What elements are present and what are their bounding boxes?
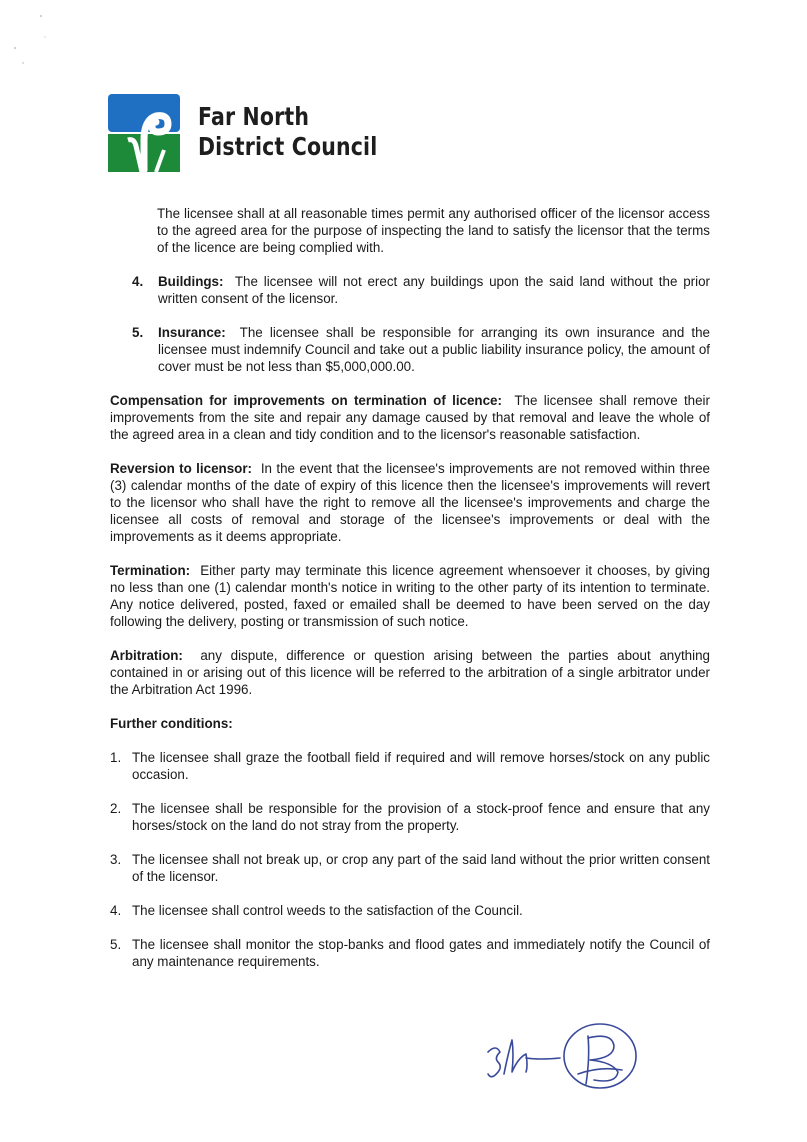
clause-4 [110,273,710,307]
section-arbitration [110,647,710,698]
document-body [110,205,710,987]
condition-5 [110,936,710,970]
clause-heading: Buildings: [158,274,224,289]
condition-text: The licensee shall not break up, or crop any part of the said land without the prior written consent of the licensor. [132,852,710,884]
section-heading: Arbitration: [110,648,183,663]
logo-line-1: Far North [198,102,310,131]
condition-text: The licensee shall be responsible for the provision of a stock-proof fence and ensure that any horses/stock on the land do not stray from the property. [132,801,710,833]
condition-number: 2. [110,801,122,816]
condition-1 [110,749,710,783]
far-north-koru-logo-icon [108,94,180,172]
clause-number: 5. [132,325,144,340]
condition-2 [110,800,710,834]
council-logo [108,94,417,172]
condition-number: 3. [110,852,122,867]
condition-text: The licensee shall graze the football field if required and will remove horses/stock on any public occasion. [132,750,710,782]
clause-text: The licensee shall be responsible for arranging its own insurance and the licensee must indemnify Council and take out a public liability insurance policy, the amount of cover must be not less than $5,000,000.00. [158,325,710,374]
condition-4 [110,902,710,919]
condition-text: The licensee shall control weeds to the satisfaction of the Council. [132,903,523,918]
condition-number: 5. [110,937,122,952]
section-text: In the event that the licensee's improvements are not removed within three (3) calendar months of the date of expiry of this licence then the licensee's improvements will revert to the licensor who shall have the right to remove all the licensee's improvements and charge the licensee all costs of removal and storage of the licensee's improvements or deal with the improvements as it deems appropriate. [110,461,710,544]
section-reversion [110,460,710,545]
section-text: The licensee shall remove their improvements from the site and repair any damage caused by that removal and leave the whole of the agreed area in a clean and tidy condition and to the licensor's reasonable satisfaction. [110,393,710,442]
condition-3 [110,851,710,885]
clause-text: The licensee will not erect any buildings upon the said land without the prior written consent of the licensor. [158,274,711,306]
section-text: Either party may terminate this licence agreement whensoever it chooses, by giving no less than one (1) calendar month's notice in writing to the other party of its intention to terminate. Any notice delivered, posted, faxed or emailed shall be deemed to have been served on the day following the delivery, posting or transmission of such notice. [110,563,710,629]
intro-paragraph: The licensee shall at all reasonable times permit any authorised officer of the licensor access to the agreed area for the purpose of inspecting the land to satisfy the licensor that the terms of the licence are being complied with. [157,206,710,255]
clause-heading: Insurance: [158,325,226,340]
logo-line-2: District Council [198,132,378,161]
condition-number: 1. [110,750,122,765]
condition-text: The licensee shall monitor the stop-banks and flood gates and immediately notify the Council of any maintenance requirements. [132,937,710,969]
section-heading: Termination: [110,563,191,578]
section-text: any dispute, difference or question arising between the parties about anything contained in or arising out of this licence will be referred to the arbitration of a single arbitrator under the Arbitration Act 1996. [110,648,710,697]
further-heading-text: Further conditions: [110,716,233,731]
handwritten-initials-signature-icon [482,1014,652,1094]
clause-number: 4. [132,274,144,289]
section-compensation [110,392,710,443]
section-termination [110,562,710,630]
clause-5 [110,324,710,375]
section-heading: Reversion to licensor: [110,461,252,476]
section-heading: Compensation for improvements on termination of licence: [110,393,502,408]
condition-number: 4. [110,903,122,918]
further-conditions-heading [110,715,710,732]
scan-specks [0,0,80,80]
